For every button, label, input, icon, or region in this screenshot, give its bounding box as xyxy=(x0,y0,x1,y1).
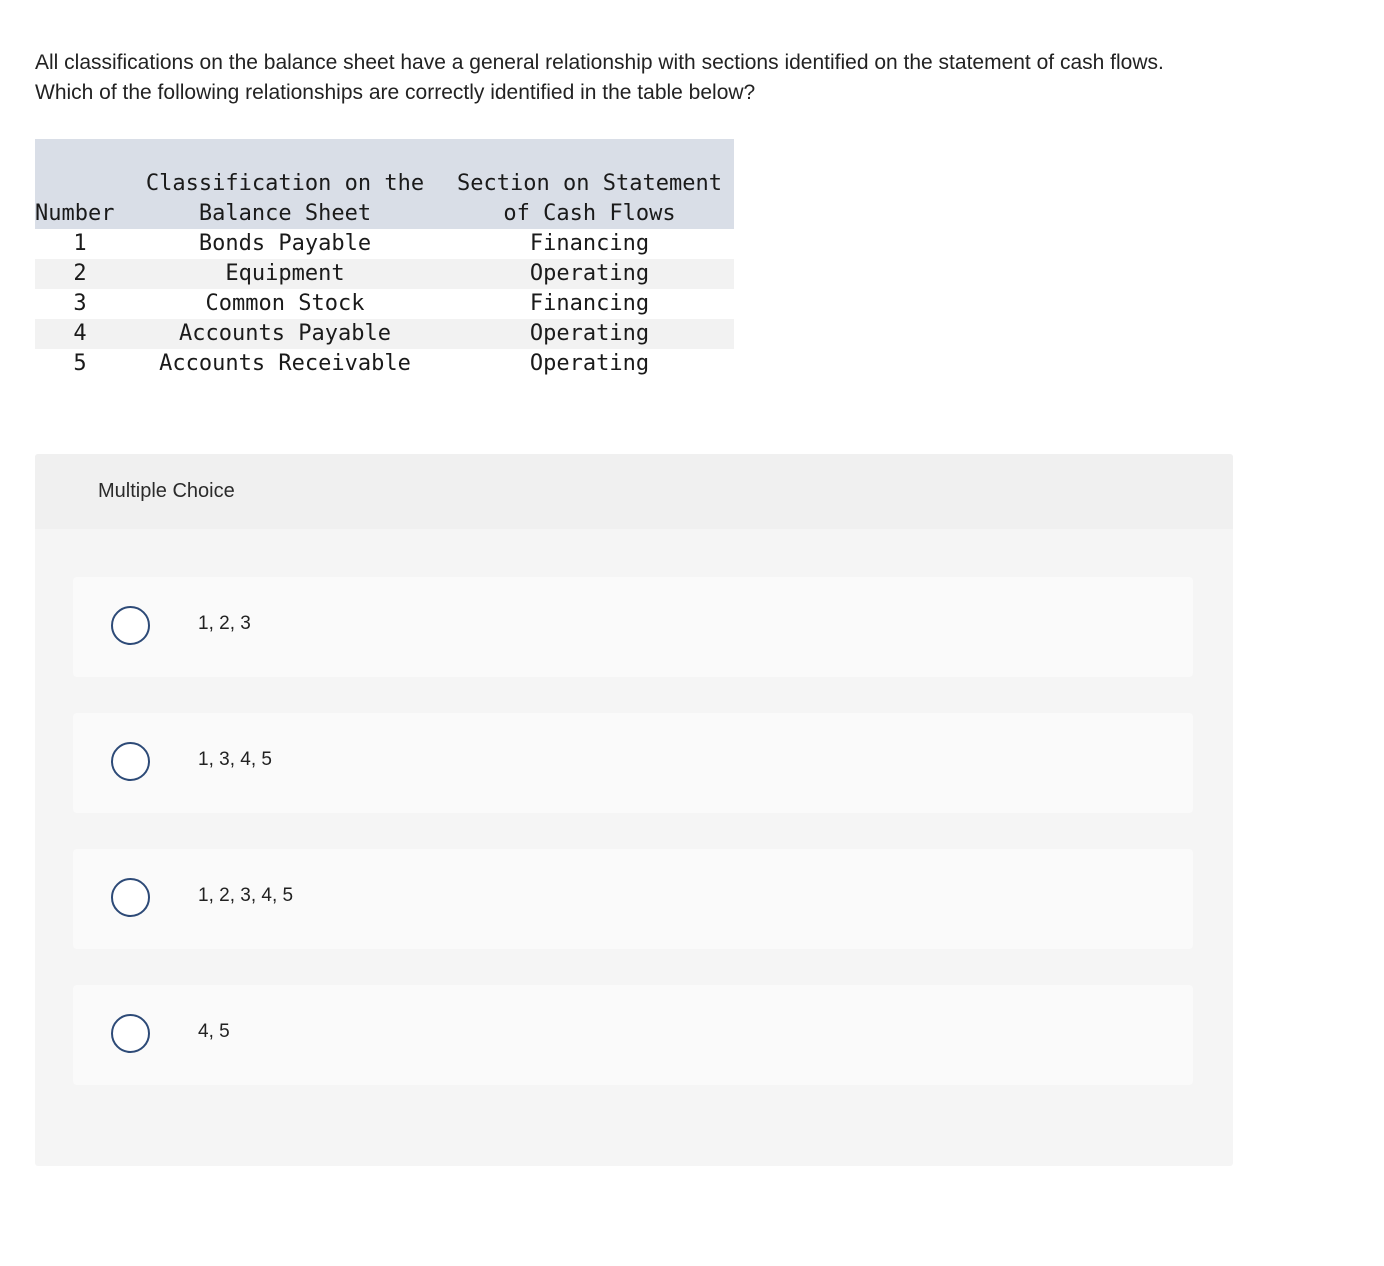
row-section: Operating xyxy=(445,319,734,349)
choice-label: 1, 2, 3, 4, 5 xyxy=(198,885,294,906)
row-classification: Bonds Payable xyxy=(198,231,372,256)
row-number: 3 xyxy=(73,291,87,316)
classification-table xyxy=(35,139,734,379)
table-row xyxy=(35,289,734,319)
choice-option-2[interactable] xyxy=(73,713,1193,813)
table-row xyxy=(35,229,734,259)
header-section: Section on Statement of Cash Flows xyxy=(445,139,734,229)
row-section: Financing xyxy=(529,231,650,256)
choice-label: 1, 3, 4, 5 xyxy=(198,749,272,770)
table-row xyxy=(35,259,734,289)
row-classification: Equipment xyxy=(125,259,445,289)
radio-button[interactable] xyxy=(111,1014,150,1053)
multiple-choice-panel xyxy=(35,454,1233,1166)
row-section: Operating xyxy=(529,351,650,376)
header-number: Number xyxy=(35,139,125,229)
header-classification: Classification on the Balance Sheet xyxy=(125,139,445,229)
question-text: All classifications on the balance sheet have a general relationship with sections identified on the statement of cash flows. Which of the following relationships are correctly identified in the table below? xyxy=(35,51,1164,104)
choice-option-3[interactable] xyxy=(73,849,1193,949)
row-number: 5 xyxy=(73,351,87,376)
radio-button[interactable] xyxy=(111,878,150,917)
radio-button[interactable] xyxy=(111,606,150,645)
multiple-choice-header xyxy=(35,454,1233,529)
row-number: 2 xyxy=(35,259,125,289)
row-section: Financing xyxy=(529,291,650,316)
multiple-choice-title: Multiple Choice xyxy=(98,480,235,502)
choice-option-4[interactable] xyxy=(73,985,1193,1085)
table-row xyxy=(35,349,734,379)
choice-option-1[interactable] xyxy=(73,577,1193,677)
row-classification: Accounts Payable xyxy=(125,319,445,349)
radio-button[interactable] xyxy=(111,742,150,781)
row-number: 1 xyxy=(73,231,87,256)
table-row xyxy=(35,319,734,349)
choice-label: 4, 5 xyxy=(198,1021,230,1042)
row-section: Operating xyxy=(445,259,734,289)
choice-label: 1, 2, 3 xyxy=(198,613,251,634)
table-header-row xyxy=(35,139,734,229)
row-classification: Common Stock xyxy=(205,291,365,316)
row-classification: Accounts Receivable xyxy=(159,351,411,376)
row-number: 4 xyxy=(35,319,125,349)
